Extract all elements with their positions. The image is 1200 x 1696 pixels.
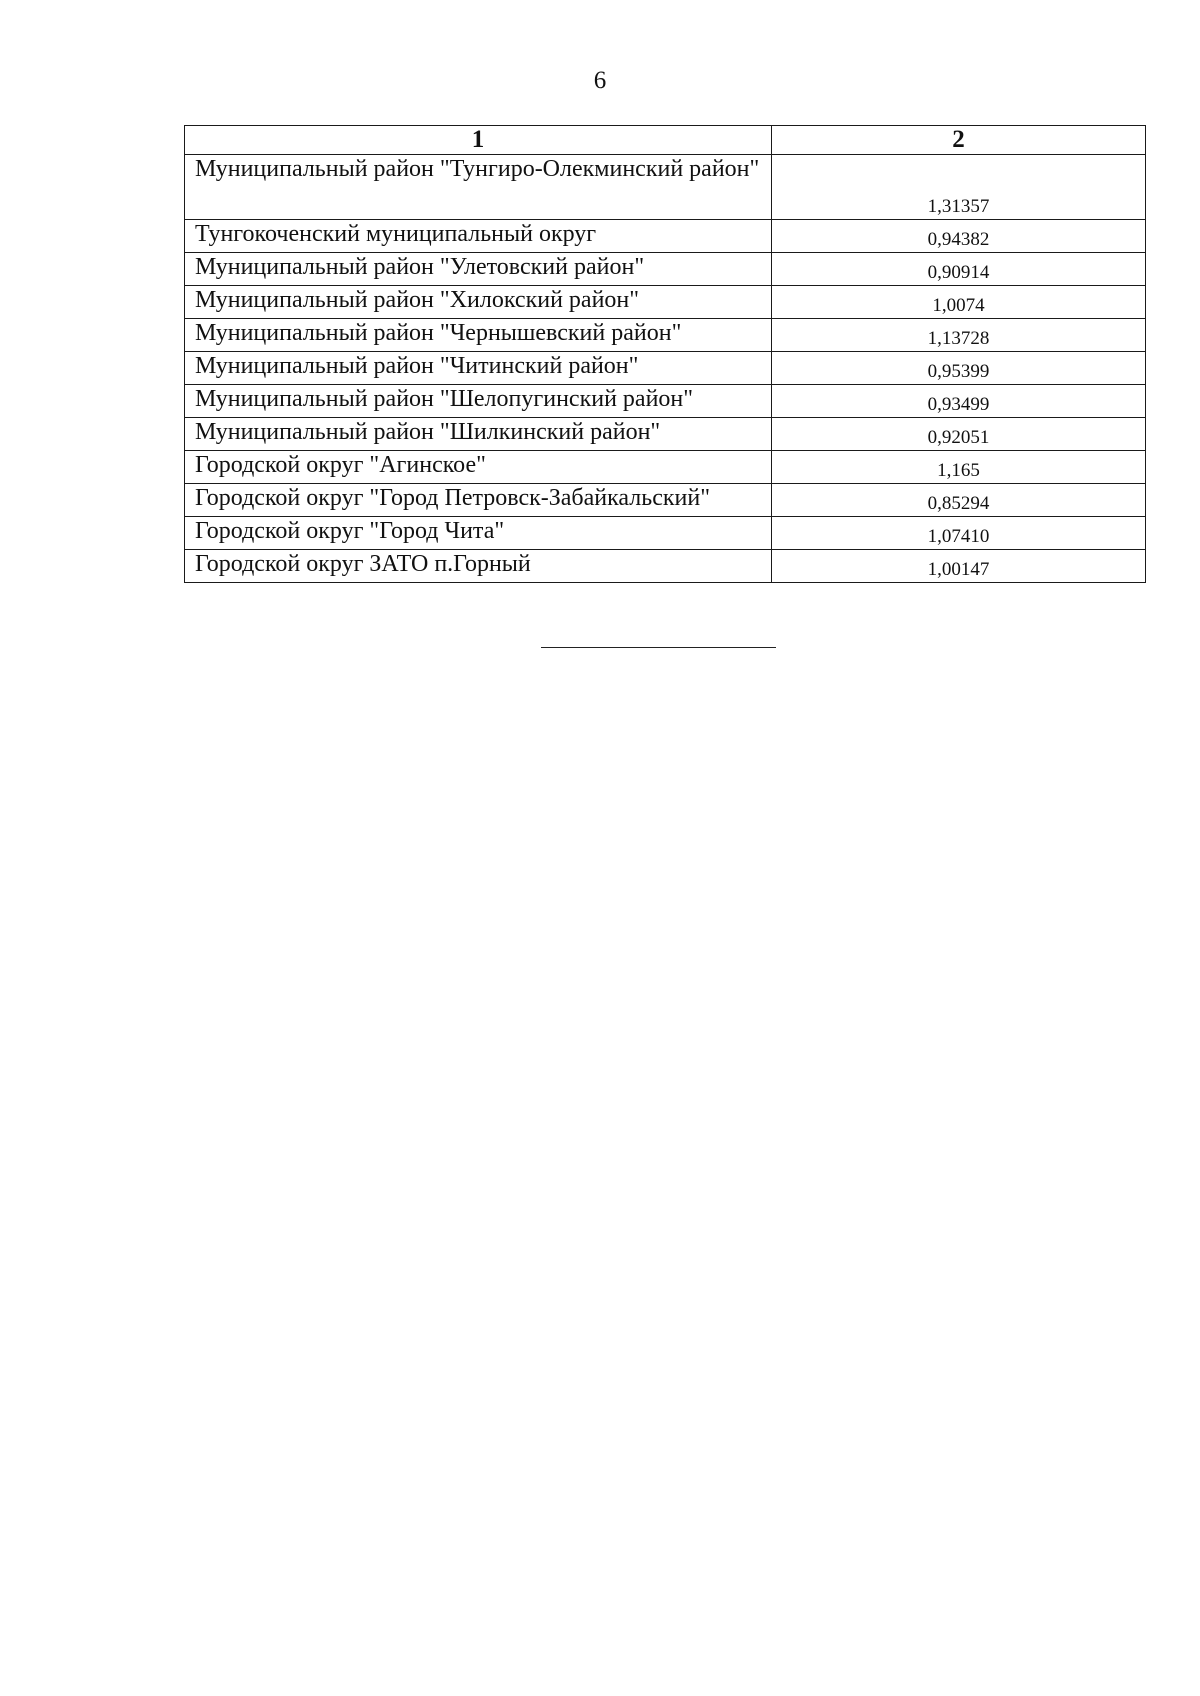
- municipality-name: Муниципальный район "Шелопугинский район": [185, 385, 772, 418]
- table-row: [185, 385, 1146, 418]
- table-row: [185, 451, 1146, 484]
- column-header-2: 2: [772, 126, 1146, 155]
- municipality-name: Тунгокоченский муниципальный округ: [185, 220, 772, 253]
- coefficient-value: 0,94382: [772, 220, 1146, 253]
- table-row: [185, 550, 1146, 583]
- municipality-name: Муниципальный район "Чернышевский район": [185, 319, 772, 352]
- table-row: [185, 286, 1146, 319]
- municipality-name: Городской округ "Город Петровск-Забайкальский": [185, 484, 772, 517]
- coefficient-value: 0,93499: [772, 385, 1146, 418]
- municipality-name: Городской округ "Город Чита": [185, 517, 772, 550]
- table-header-row: [185, 126, 1146, 155]
- municipality-name: Муниципальный район "Читинский район": [185, 352, 772, 385]
- municipality-name: Муниципальный район "Тунгиро-Олекминский район": [185, 155, 772, 220]
- table-row: [185, 319, 1146, 352]
- coefficient-value: 1,165: [772, 451, 1146, 484]
- coefficient-table: [184, 125, 1146, 583]
- table-row: [185, 155, 1146, 220]
- column-header-1: 1: [185, 126, 772, 155]
- end-of-document-rule: [541, 647, 776, 648]
- coefficient-value: 1,00147: [772, 550, 1146, 583]
- municipality-name: Муниципальный район "Шилкинский район": [185, 418, 772, 451]
- table-row: [185, 484, 1146, 517]
- table-row: [185, 517, 1146, 550]
- municipality-name: Городской округ "Агинское": [185, 451, 772, 484]
- municipality-name: Муниципальный район "Улетовский район": [185, 253, 772, 286]
- table-row: [185, 253, 1146, 286]
- table-row: [185, 220, 1146, 253]
- table-row: [185, 418, 1146, 451]
- municipality-name: Муниципальный район "Хилокский район": [185, 286, 772, 319]
- table-row: [185, 352, 1146, 385]
- coefficient-value: 0,85294: [772, 484, 1146, 517]
- coefficient-value: 0,90914: [772, 253, 1146, 286]
- municipality-name: Городской округ ЗАТО п.Горный: [185, 550, 772, 583]
- coefficient-value: 1,13728: [772, 319, 1146, 352]
- coefficient-value: 1,0074: [772, 286, 1146, 319]
- coefficient-value: 1,31357: [772, 155, 1146, 220]
- coefficient-value: 0,92051: [772, 418, 1146, 451]
- coefficient-value: 0,95399: [772, 352, 1146, 385]
- page-number: 6: [593, 67, 607, 94]
- coefficient-value: 1,07410: [772, 517, 1146, 550]
